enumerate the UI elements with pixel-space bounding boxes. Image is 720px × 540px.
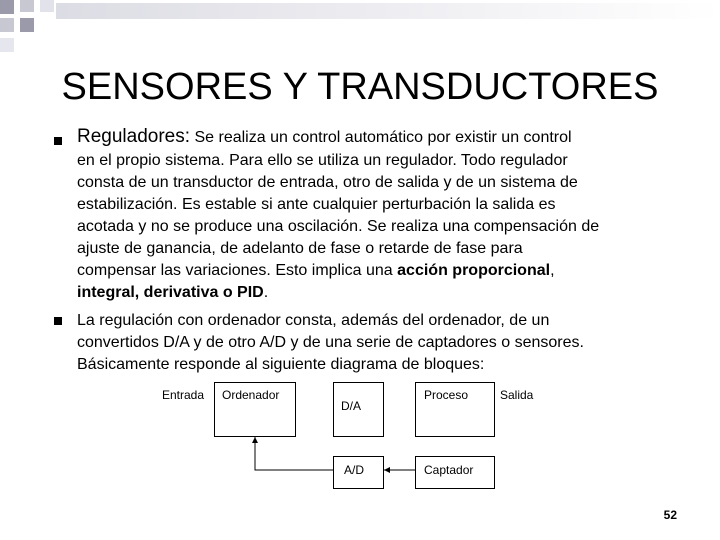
text-line: acotada y no se produce una oscilación. Se realiza una compensación de: [77, 218, 600, 235]
text-line: ajuste de ganancia, de adelanto de fase o retarde de fase para: [77, 240, 523, 257]
label-ad: A/D: [344, 463, 365, 477]
text-line: Básicamente responde al siguiente diagrama de bloques:: [77, 356, 485, 373]
block-da: [333, 382, 384, 437]
label-captador: Captador: [424, 463, 474, 477]
label-ordenador: Ordenador: [222, 388, 280, 402]
label-da: D/A: [341, 399, 362, 413]
bullet-lead: Reguladores:: [77, 126, 191, 147]
block-captador: [415, 456, 495, 489]
period: .: [263, 284, 269, 301]
text-line: convertidos D/A y de otro A/D y de una serie de captadores o sensores.: [77, 334, 584, 351]
block-ordenador: [214, 382, 296, 437]
text-line: en el propio sistema. Para ello se utiliza un regulador. Todo regulador: [77, 152, 568, 169]
block-ad: [333, 456, 384, 489]
page-number: 52: [663, 508, 677, 522]
text-line: consta de un transductor de entrada, otro de salida y de un sistema de: [77, 174, 578, 191]
separator: ,: [550, 262, 555, 279]
label-salida: Salida: [500, 388, 534, 402]
text-line: estabilización. Es estable si ante cualquier perturbación la salida es: [77, 196, 556, 213]
text-line: compensar las variaciones. Esto implica una: [77, 262, 393, 279]
block-proceso: [415, 382, 495, 437]
bold-term: acción proporcional: [397, 262, 551, 279]
bold-term: integral, derivativa o PID: [77, 284, 264, 301]
label-proceso: Proceso: [424, 388, 469, 402]
text-line: Se realiza un control automático por existir un control: [194, 129, 572, 146]
page-title: SENSORES Y TRANSDUCTORES: [61, 66, 659, 108]
label-entrada: Entrada: [162, 388, 205, 402]
text-line: La regulación con ordenador consta, además del ordenador, de un: [77, 312, 550, 329]
